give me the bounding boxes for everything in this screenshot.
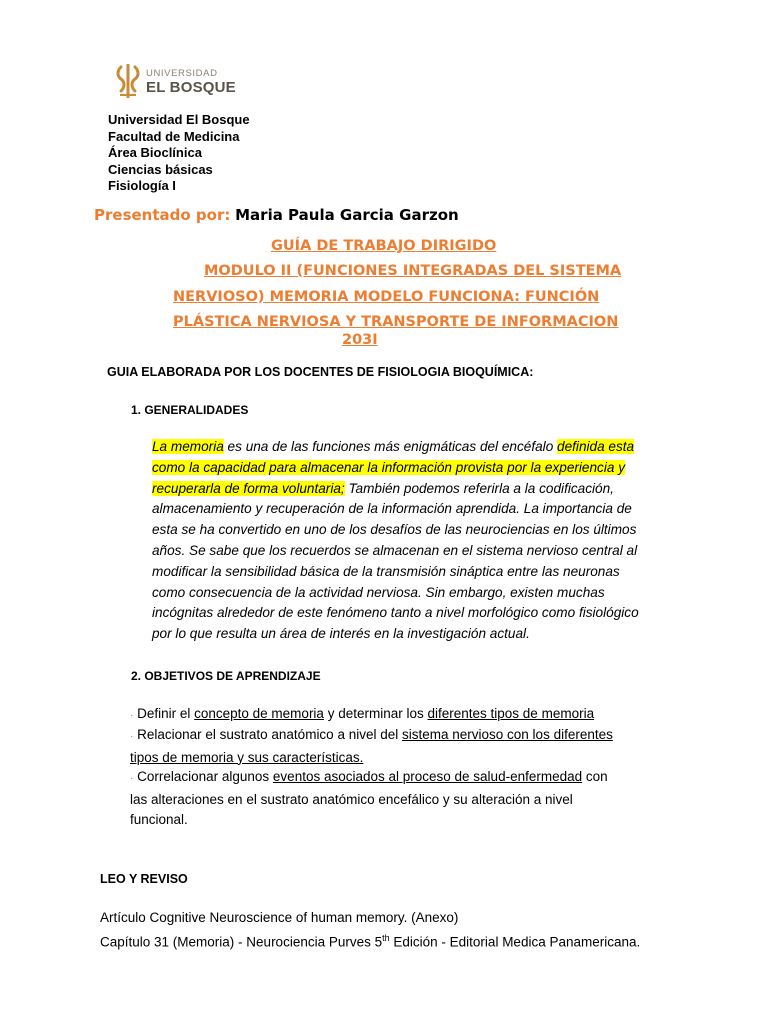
title-line-2: MODULO II (FUNCIONES INTEGRADAS DEL SISTEMA <box>204 263 622 279</box>
objective-text: Definir el <box>133 706 195 721</box>
presented-label: Presentado por: <box>94 206 231 224</box>
objective-text: con las alteraciones en el sustrato anatómico encefálico y su alteración a nivel funcional. <box>130 769 608 827</box>
objective-text: y determinar los <box>323 706 428 721</box>
university-logo <box>116 62 240 102</box>
objective-1 <box>130 704 650 727</box>
logo-text-top: UNIVERSIDAD <box>146 68 218 79</box>
reference-text: Edición - Editorial Medica Panamericana. <box>389 934 641 950</box>
reference-1: Artículo Cognitive Neuroscience of human memory. (Anexo) <box>100 910 459 925</box>
reference-2 <box>100 928 640 953</box>
objective-text: Relacionar el sustrato anatómico a nivel del <box>133 727 402 742</box>
objective-underlined: eventos asociados al proceso de salud-enfermedad <box>272 769 583 784</box>
highlight-memoria: La memoria <box>152 439 224 454</box>
paragraph-text-1: es una de las funciones más enigmáticas del encéfalo <box>223 439 558 454</box>
section-3-heading: LEO Y REVISO <box>100 872 188 886</box>
presented-by <box>94 206 459 224</box>
objective-underlined: sistema nervioso con los diferentes tipos de memoria y sus características. <box>130 727 613 765</box>
title-line-5: 203I <box>342 332 378 348</box>
institution-line: Área Bioclínica <box>108 145 202 160</box>
highlight-definition: definida esta como la capacidad para almacenar la información provista por la experiencia y recuperarla de forma voluntaria; <box>152 439 635 496</box>
objective-underlined: diferentes tipos de memoria <box>427 706 595 721</box>
institution-line: Facultad de Medicina <box>108 128 240 144</box>
objective-text: Correlacionar algunos <box>133 769 273 784</box>
institution-line: Fisiología I <box>108 178 176 193</box>
logo-text-main: EL BOSQUE <box>146 79 236 96</box>
bullet: · <box>130 731 134 742</box>
section-1-heading: 1. GENERALIDADES <box>131 403 249 417</box>
reference-superscript: th <box>382 933 390 943</box>
objective-underlined: concepto de memoria <box>194 706 324 721</box>
title-line-3a: NERVIOSO) MEMORIA <box>173 289 349 305</box>
section-2-heading: 2. OBJETIVOS DE APRENDIZAJE <box>131 669 321 683</box>
institution-line: Universidad El Bosque <box>108 112 250 127</box>
bullet: · <box>130 710 134 721</box>
presenter-name: Maria Paula Garcia Garzon <box>235 206 459 224</box>
section-1-paragraph <box>152 437 652 645</box>
guide-heading: GUIA ELABORADA POR LOS DOCENTES DE FISIOLOGIA BIOQUÍMICA: <box>107 365 534 379</box>
logo-mark-icon <box>116 64 140 98</box>
title-line-1: GUÍA DE TRABAJO DIRIGIDO <box>271 238 497 254</box>
title-line-3b: MODELO FUNCIONA: FUNCIÓN <box>353 289 600 305</box>
institution-line: Ciencias básicas <box>108 161 213 177</box>
reference-text: Capítulo 31 (Memoria) - Neurociencia Purves 5 <box>100 934 383 950</box>
title-line-4: PLÁSTICA NERVIOSA Y TRANSPORTE DE INFORMACION <box>173 314 619 330</box>
objective-2 <box>130 725 630 768</box>
objective-3 <box>130 767 620 831</box>
title-line-3 <box>173 289 599 305</box>
institution-block <box>108 112 250 195</box>
bullet: · <box>130 773 134 784</box>
paragraph-text-2: También podemos referirla a la codificación, almacenamiento y recuperación de la información aprendida. La importancia de esta se ha convertido en uno de los desafíos de las neurociencias en los últimos años. Se sabe que los recuerdos se almacenan en el sistema nervioso central al modificar la sensibilidad básica de la transmisión sináptica entre las neuronas como consecuencia de la actividad nerviosa. Sin embargo, existen muchas incógnitas alrededor de este fenómeno tanto a nivel morfológico como fisiológico por lo que resulta un área de interés en la investigación actual. <box>152 480 639 642</box>
